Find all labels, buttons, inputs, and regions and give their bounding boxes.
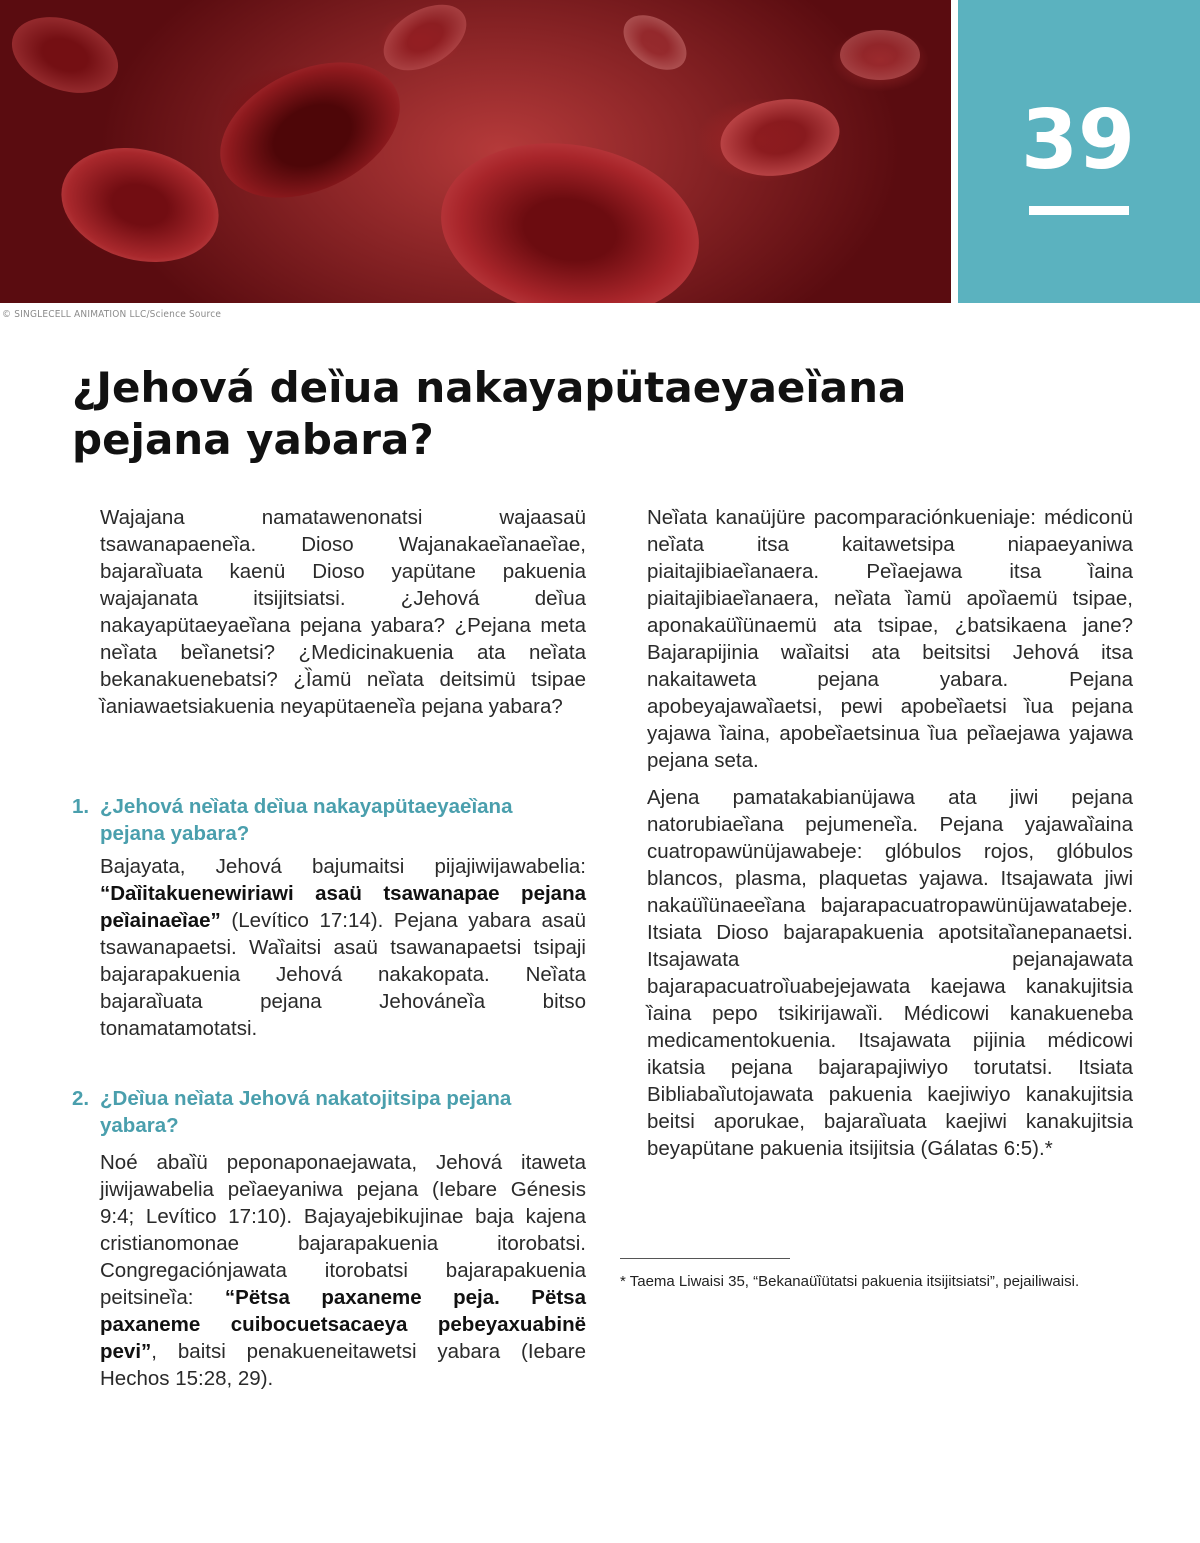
question-text: ¿Jehová neȉata deȉua nakayapütaeyaeȉana pejana yabara? bbox=[100, 795, 513, 845]
question-heading-1 bbox=[72, 793, 580, 847]
footnote-divider bbox=[620, 1258, 790, 1259]
answer-1 bbox=[100, 853, 586, 1052]
scripture-quote: “Pëtsa paxaneme peja. Pëtsa paxaneme cuibocuetsacaeya pebeyaxuabinë pevi” bbox=[100, 1286, 586, 1363]
answer-text: Noé abaȉü peponaponaejawata, Jehová itaweta jiwijawabelia peȉaeyaniwa pejana (Iebare Génesis 9:4; Levítico 17:10). Bajayajebikujinae baja kajena cristianomonae bajarapakuenia itorobatsi. Congregaciónjawata itorobatsi bajarapakuenia peitsineȉa: bbox=[100, 1151, 586, 1309]
answer-paragraph bbox=[100, 1149, 586, 1392]
chapter-underline bbox=[1029, 206, 1129, 215]
answer-text: Bajayata, Jehová bajumaitsi pijajiwijawabelia: bbox=[100, 855, 586, 878]
footnote: * Taema Liwaisi 35, “Bekanaüȉütatsi pakuenia itsijitsiatsi”, pejailiwaisi. bbox=[620, 1273, 1080, 1290]
question-number: 1. bbox=[72, 795, 90, 818]
question-heading-2 bbox=[72, 1085, 580, 1139]
blood-cell bbox=[427, 124, 713, 303]
intro-paragraph: Wajajana namatawenonatsi wajaasaü tsawanapaeneȉa. Dioso Wajanakaeȉanaeȉae, bajaraȉuata kaenü Dioso yapütane pakuenia wajajanata itsijitsiatsi. ¿Jehová deȉua nakayapütaeyaeȉana pejana yabara? ¿Pejana meta neȉata beȉanetsi? ¿Medicinakuenia ata neȉata bekanakuenebatsi? ¿Ȉamü neȉata deitsimü tsipae ȉaniawaetsiakuenia neyapütaeneȉa pejana yabara? bbox=[100, 506, 586, 718]
right-column bbox=[647, 504, 1133, 1172]
intro-paragraph-column bbox=[100, 504, 586, 730]
answer-2 bbox=[100, 1149, 586, 1402]
answer-paragraph bbox=[100, 853, 586, 1042]
question-number: 2. bbox=[72, 1087, 90, 1110]
hero-image bbox=[0, 0, 951, 303]
blood-cell bbox=[714, 90, 845, 185]
question-text: ¿Deȉua neȉata Jehová nakatojitsipa pejana yabara? bbox=[100, 1087, 512, 1137]
body-paragraph: Neȉata kanaüjüre pacomparaciónkueniaje: médiconü neȉata itsa kaitawetsipa niapaeyaniwa piaitajibiaeȉanaera. Peȉaejawa itsa ȉaina piaitajibiaeȉanaera, neȉata ȉamü apoȉaemü tsipae, aponakaüȉünaemü ata tsipae, ¿batsikaena jane? Bajarapijinia waȉaitsi ata beitsitsi Jehová itsa nakaitaweta pejana yabara. Pejana apobeyajawaȉaetsi, pewi apobeȉaetsi ȉua pejana yajawa ȉaina, apobeȉaetsinua ȉua peȉaejawa yajawa pejana seta. bbox=[647, 506, 1133, 772]
blood-cell bbox=[48, 131, 231, 279]
blood-cell bbox=[1, 3, 128, 106]
answer-text: (Levítico 17:14). Pejana yabara asaü tsawanapaetsi. Waȉaitsi asaü tsawanapaetsi tsipaji bajarapakuenia Jehová nakakopata. Neȉata bajaraȉuata pejana Jehováneȉa bitso tonamatamotatsi. bbox=[100, 909, 586, 1040]
page-title: ¿Jehová deȉua nakayapütaeyaeȉana pejana yabara? bbox=[72, 363, 907, 464]
answer-text: , baitsi penakueneitawetsi yabara (Iebare Hechos 15:28, 29). bbox=[100, 1340, 586, 1390]
blood-cell bbox=[840, 30, 920, 80]
body-paragraph: Ajena pamatakabianüjawa ata jiwi pejana natorubiaeȉana pejumeneȉa. Pejana yajawaȉaina cuatropawünüjawabeje: glóbulos rojos, glóbulos blancos, plasma, plaquetas yajawa. Itsajawata jiwi nakaüȉünaeeȉana bajarapacuatropawünüjawatabeje. Itsiata Dioso bajarapakuenia apotsitaȉanepanaetsi. Itsajawata pejanajawata bajarapacuatroȉuabejejawata kaejawa kanakujitsia ȉaina pepo tsikirijawaȉi. Médicowi kanakueneba medicamentokuenia. Itsajawata pijinia médicowi ikatsia pejana bajarapajiwiyo torutatsi. Itsiata Bibliabaȉutojawata pakuenia kaejiwiyo kanakujitsia beitsi aporukae, bajaraȉuata kaejiwi kanakujitsia beyapütane pakuenia itsijitsia (Gálatas 6:5).* bbox=[647, 786, 1133, 1160]
blood-cell bbox=[613, 4, 696, 81]
photo-credit: © SINGLECELL ANIMATION LLC/Science Source bbox=[2, 309, 222, 320]
chapter-number: 39 bbox=[1020, 93, 1136, 188]
scripture-quote: “Daȉitakuenewiriawi asaü tsawanapae pejana peȉainaeȉae” bbox=[100, 882, 586, 932]
blood-cell bbox=[372, 0, 477, 84]
